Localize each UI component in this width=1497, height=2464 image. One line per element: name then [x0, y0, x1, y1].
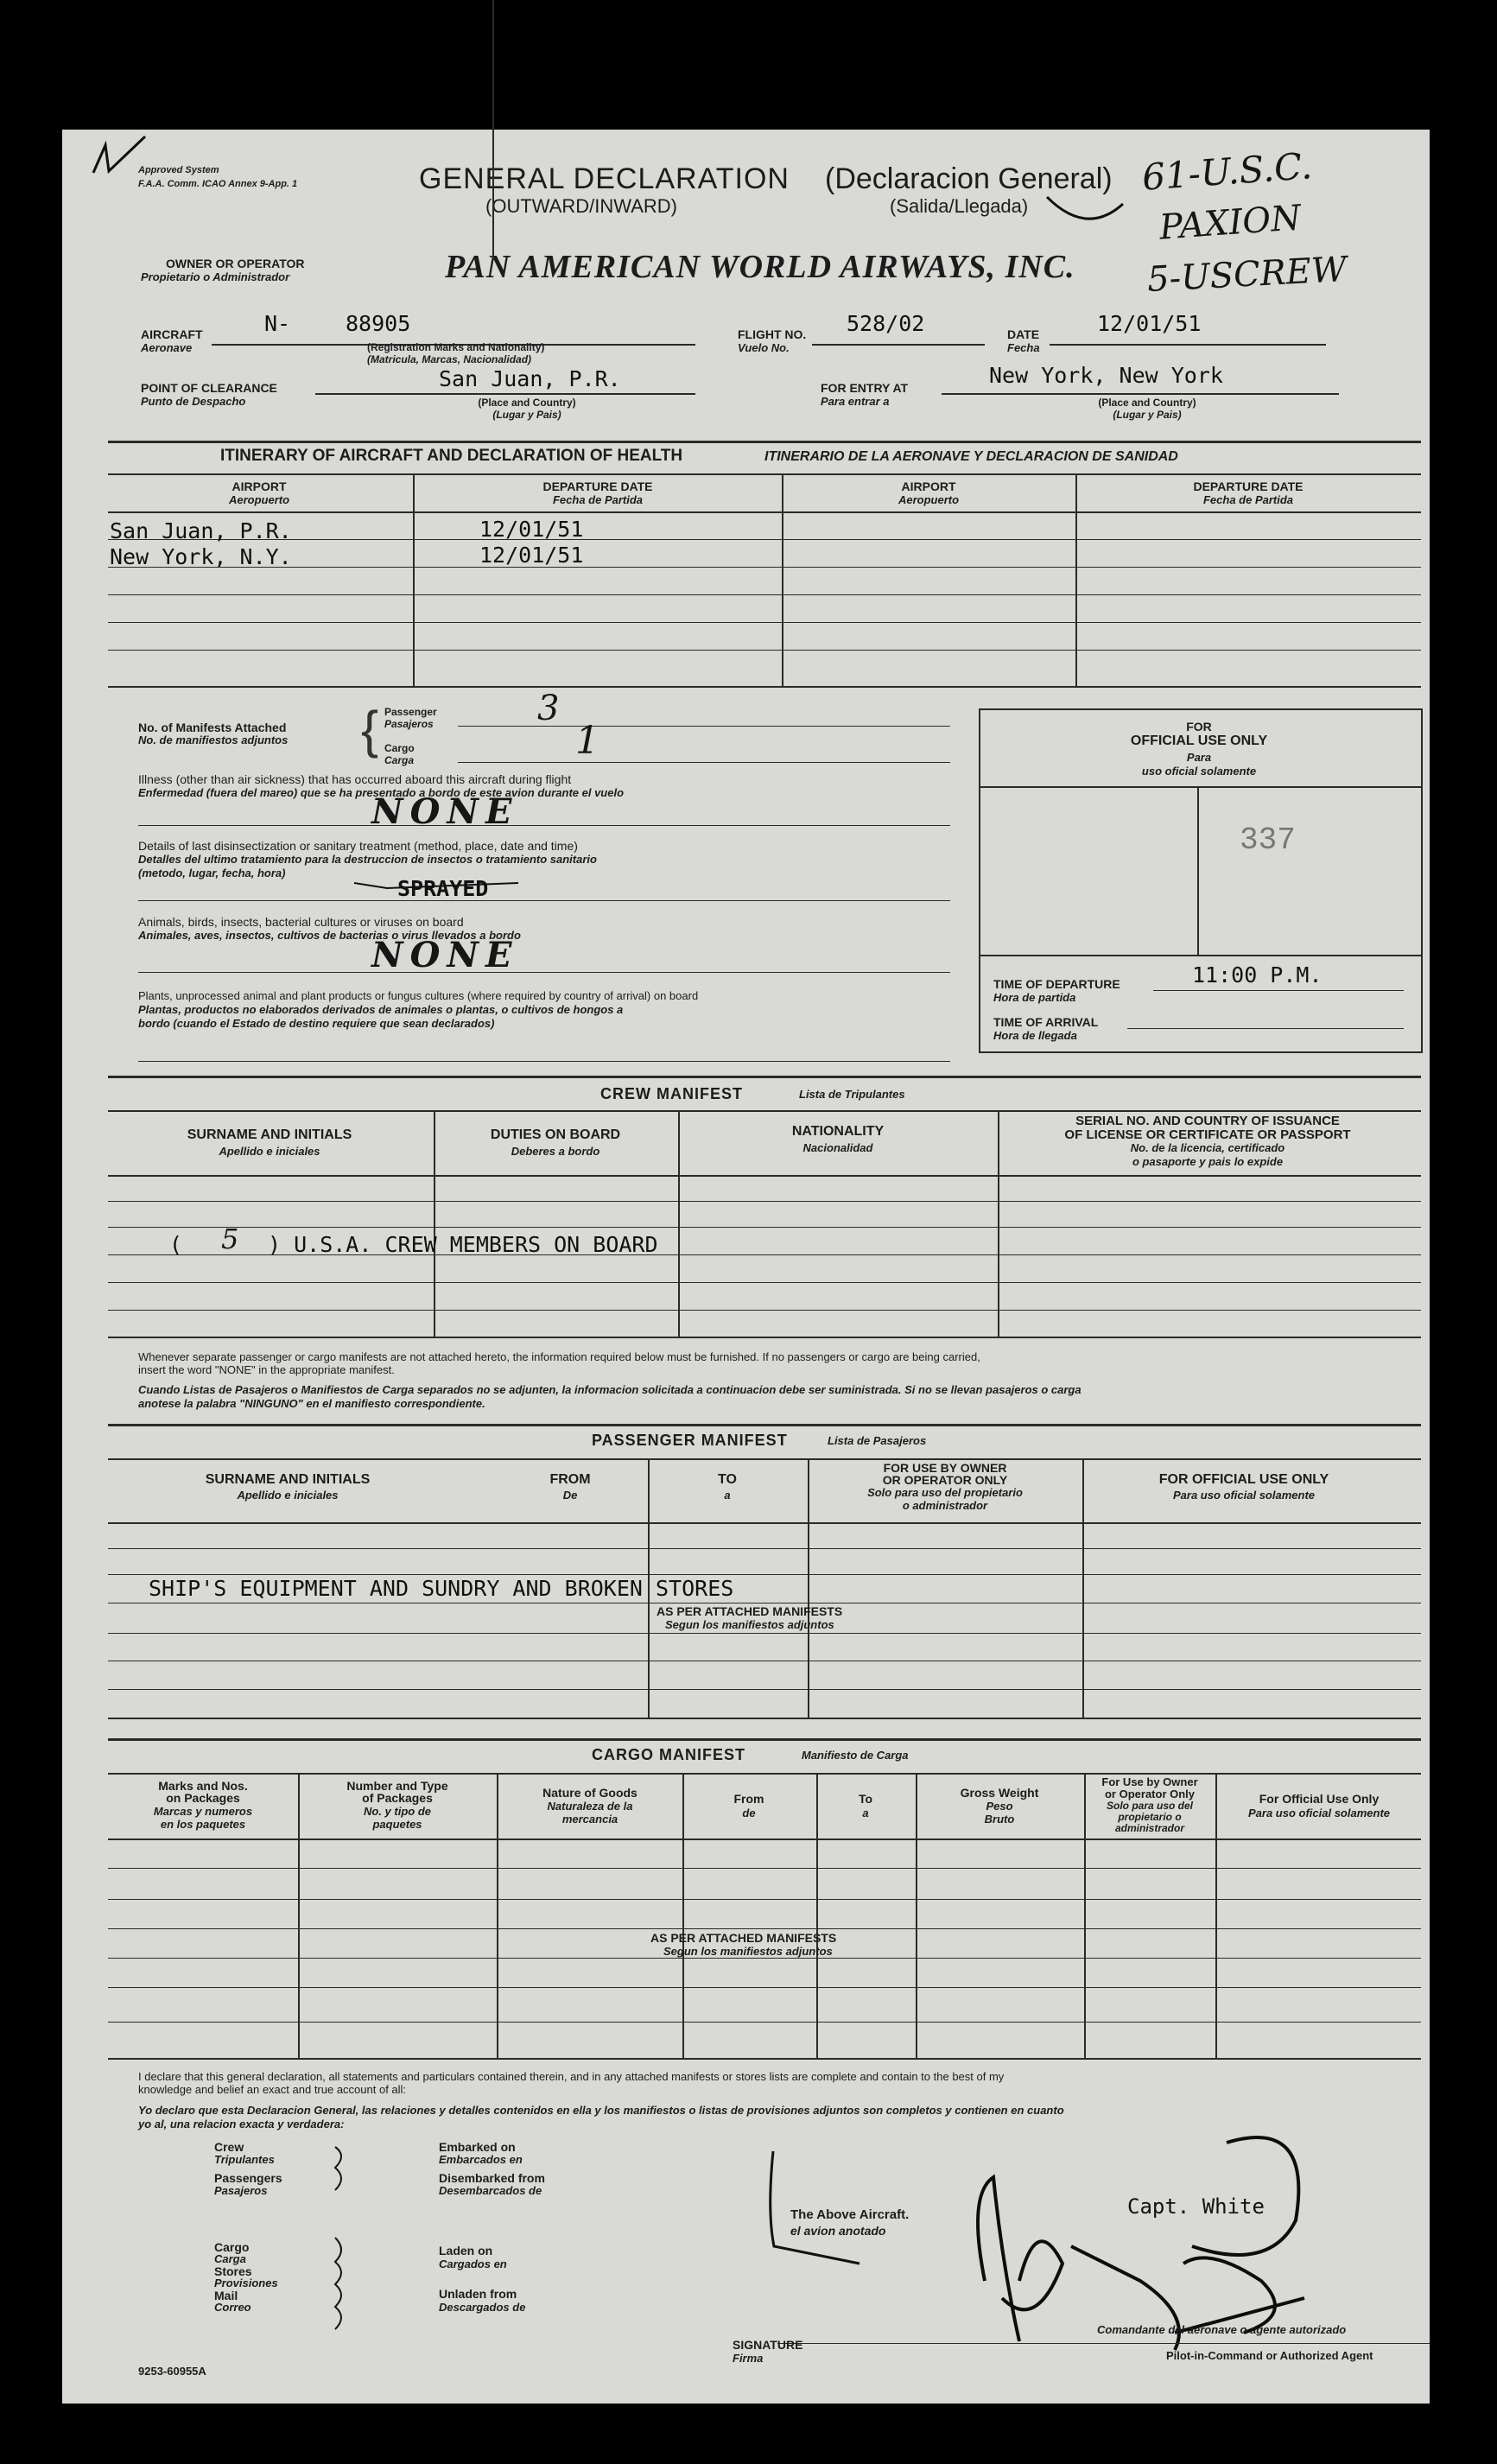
clearance-note-es: (Lugar y Pais) [492, 409, 561, 421]
cargo-col-official: For Official Use Only [1259, 1792, 1380, 1806]
declaration-line-4: yo al, una relacion exacta y verdadera: [138, 2118, 345, 2131]
official-use-only: OFFICIAL USE ONLY [1130, 733, 1268, 748]
itinerary-title: ITINERARY OF AIRCRAFT AND DECLARATION OF HEALTH [220, 447, 683, 465]
crew-col-duties-es: Deberes a bordo [511, 1145, 600, 1158]
decl-cargo-es: Carga [214, 2252, 246, 2265]
above-aircraft-es: el avion anotado [790, 2224, 886, 2238]
pax-col-owner-2: OR OPERATOR ONLY [882, 1473, 1008, 1487]
illness-label: Illness (other than air sickness) that has occurred aboard this aircraft during flight [138, 772, 572, 786]
pax-attached: AS PER ATTACHED MANIFESTS [657, 1604, 843, 1618]
departure-time-label: TIME OF DEPARTURE [993, 977, 1120, 991]
date-label-es: Fecha [1007, 341, 1040, 354]
above-aircraft: The Above Aircraft. [790, 2207, 910, 2222]
crew-col-serial-es-2: o pasaporte y pais lo expide [1132, 1155, 1284, 1168]
entry-note-es: (Lugar y Pais) [1113, 409, 1182, 421]
cargo-col-marks-es: Marcas y numeros [153, 1805, 253, 1818]
decl-crew-es: Tripulantes [214, 2153, 275, 2166]
itin-col-airport-2: AIRPORT [901, 479, 956, 493]
captain-name: Capt. White [1127, 2194, 1265, 2219]
decl-laden-es: Cargados en [439, 2258, 507, 2270]
aircraft-label: AIRCRAFT [141, 327, 203, 341]
manifests-brace: { [361, 701, 379, 759]
commander-label-es: Comandante del aeronave o agente autorizado [1097, 2323, 1347, 2336]
form-subtitle-es: (Salida/Llegada) [890, 195, 1029, 217]
decl-unladen-es: Descargados de [439, 2301, 526, 2314]
itin-col-airport-2-es: Aeropuerto [898, 493, 960, 506]
owner-label: OWNER OR OPERATOR [166, 257, 305, 270]
pax-col-owner-es: Solo para uso del propietario [867, 1486, 1023, 1499]
disinsect-label-es: Detalles del ultimo tratamiento para la destruccion de insectos o tratamiento sanitario [138, 853, 597, 866]
manifests-label: No. of Manifests Attached [138, 721, 287, 734]
pax-col-name: SURNAME AND INITIALS [205, 1472, 371, 1487]
aircraft-prefix: N- [264, 311, 291, 336]
crew-col-nationality-es: Nacionalidad [802, 1141, 873, 1154]
cargo-col-from: From [733, 1792, 764, 1806]
bracket-marks [335, 2147, 341, 2329]
cargo-col-to-es: a [862, 1807, 869, 1819]
cargo-attached: AS PER ATTACHED MANIFESTS [650, 1931, 837, 1945]
form-title: GENERAL DECLARATION [419, 162, 790, 195]
flight-date: 12/01/51 [1097, 311, 1202, 336]
crew-entry-text: ) U.S.A. CREW MEMBERS ON BOARD [268, 1232, 658, 1257]
cargo-col-number-2: of Packages [362, 1791, 433, 1805]
cargo-col-owner-2: or Operator Only [1104, 1788, 1196, 1800]
cargo-col-nature-es: Naturaleza de la [547, 1800, 633, 1813]
handwritten-note-1: 61-U.S.C. [1140, 144, 1314, 199]
entry-label: FOR ENTRY AT [821, 381, 909, 395]
pax-col-owner-es-2: o administrador [902, 1499, 988, 1512]
cargo-col-from-es: de [742, 1807, 756, 1819]
check-mark [93, 137, 145, 173]
cargo-col-owner-es-3: administrador [1114, 1822, 1185, 1834]
passenger-label: Passenger [384, 706, 437, 718]
decl-mail: Mail [214, 2289, 238, 2302]
itin-col-departure-2: DEPARTURE DATE [1193, 479, 1304, 493]
decl-crew: Crew [214, 2140, 244, 2154]
cargo-title-es: Manifiesto de Carga [802, 1749, 909, 1762]
cargo-col-marks-es-2: en los paquetes [160, 1818, 246, 1831]
departure-time-value: 11:00 P.M. [1192, 962, 1323, 988]
cargo-col-to: To [858, 1792, 873, 1806]
aircraft-registration: 88905 [346, 311, 411, 336]
pax-entry: SHIP'S EQUIPMENT AND SUNDRY AND BROKEN STORES [149, 1576, 734, 1601]
manifests-label-es: No. de manifiestos adjuntos [138, 733, 289, 746]
official-stamp: 337 [1240, 822, 1296, 858]
declaration-line-1: I declare that this general declaration, all statements and particulars contained therein, and in any attached manifests or stores lists are complete and contain to the best of my [138, 2070, 1005, 2083]
itin-col-departure-2-es: Fecha de Partida [1202, 493, 1294, 506]
pax-col-to: TO [718, 1472, 737, 1487]
form-title-es: (Declaracion General) [825, 162, 1113, 195]
official-para: Para [1186, 751, 1212, 764]
entry-label-es: Para entrar a [821, 395, 890, 408]
itinerary-title-es: ITINERARIO DE LA AERONAVE Y DECLARACION DE SANIDAD [764, 449, 1178, 464]
flight-label: FLIGHT NO. [738, 327, 807, 341]
pax-attached-es: Segun los manifiestos adjuntos [665, 1618, 834, 1631]
plants-label-es: Plantas, productos no elaborados derivados de animales o plantas, o cultivos de hongos a [138, 1003, 624, 1016]
clearance-note: (Place and Country) [478, 397, 576, 409]
itin-date-1: 12/01/51 [479, 517, 584, 542]
pax-col-from: FROM [549, 1472, 591, 1487]
pax-col-official-es: Para uso oficial solamente [1172, 1489, 1316, 1502]
form-subtitle: (OUTWARD/INWARD) [485, 195, 677, 217]
arrival-time-label-es: Hora de llegada [993, 1029, 1077, 1042]
form-number: 9253-60955A [138, 2365, 206, 2378]
signature-label: SIGNATURE [733, 2338, 803, 2352]
operator-name: PAN AMERICAN WORLD AIRWAYS, INC. [445, 249, 1075, 285]
approved-label: Approved System [138, 165, 219, 175]
crew-entry-count: 5 [221, 1222, 239, 1255]
passenger-label-es: Pasajeros [384, 718, 434, 730]
itin-col-departure-es: Fecha de Partida [552, 493, 644, 506]
cargo-col-owner-es: Solo para uso del [1106, 1800, 1194, 1812]
decl-stores-es: Provisiones [214, 2277, 278, 2289]
decl-embarked: Embarked on [439, 2140, 516, 2154]
official-uso: uso oficial solamente [1141, 765, 1257, 778]
handwritten-note-2: PAXION [1158, 198, 1303, 248]
aircraft-note-es: (Matricula, Marcas, Nacionalidad) [367, 353, 532, 365]
passenger-title-es: Lista de Pasajeros [828, 1434, 927, 1447]
disinsect-label-es-2: (metodo, lugar, fecha, hora) [138, 867, 286, 880]
crew-entry-open: ( [169, 1232, 183, 1257]
entry-note: (Place and Country) [1098, 397, 1196, 409]
cargo-label: Cargo [384, 742, 415, 754]
passenger-title: PASSENGER MANIFEST [592, 1432, 788, 1449]
approved-reference: F.A.A. Comm. ICAO Annex 9-App. 1 [138, 179, 298, 189]
signature-label-es: Firma [733, 2352, 764, 2365]
decl-passengers: Passengers [214, 2171, 282, 2185]
pax-col-from-es: De [562, 1489, 578, 1502]
pax-col-owner: FOR USE BY OWNER [883, 1461, 1007, 1475]
notice-line-4: anotese la palabra "NINGUNO" en el manifiesto correspondiente. [138, 1397, 485, 1410]
flight-label-es: Vuelo No. [738, 341, 790, 354]
itin-col-departure: DEPARTURE DATE [542, 479, 653, 493]
plants-label-es-2: bordo (cuando el Estado de destino requiere que sean declarados) [138, 1017, 495, 1030]
illness-value: NONE [371, 791, 519, 832]
decl-laden: Laden on [439, 2244, 493, 2258]
owner-label-es: Propietario o Administrador [141, 270, 290, 283]
decl-disembarked-es: Desembarcados de [439, 2184, 542, 2197]
notice-line-3: Cuando Listas de Pasajeros o Manifiestos de Carga separados no se adjunten, la informacion solicitada a continuacion debe ser suministrada. Si no se llevan pasajeros o carga [138, 1383, 1082, 1396]
departure-time-label-es: Hora de partida [993, 991, 1076, 1004]
cargo-col-marks-2: on Packages [166, 1791, 240, 1805]
aircraft-note: (Registration Marks and Nationality) [367, 341, 545, 353]
cargo-col-weight: Gross Weight [960, 1786, 1039, 1800]
plants-label: Plants, unprocessed animal and plant products or fungus cultures (where required by country of arrival) on board [138, 989, 699, 1002]
decl-mail-es: Correo [214, 2301, 251, 2314]
itin-col-airport: AIRPORT [232, 479, 287, 493]
pax-col-official: FOR OFFICIAL USE ONLY [1158, 1472, 1329, 1487]
disinsect-label: Details of last disinsectization or sanitary treatment (method, place, date and time) [138, 839, 578, 853]
flight-number: 528/02 [847, 311, 925, 336]
pilot-in-command-label: Pilot-in-Command or Authorized Agent [1166, 2349, 1373, 2362]
date-label: DATE [1007, 327, 1040, 341]
crew-col-serial-2: OF LICENSE OR CERTIFICATE OR PASSPORT [1064, 1127, 1351, 1142]
cargo-col-nature-es-2: mercancia [561, 1813, 618, 1826]
itin-date-2: 12/01/51 [479, 543, 584, 568]
aircraft-label-es: Aeronave [141, 341, 193, 354]
decl-cargo: Cargo [214, 2240, 250, 2254]
cargo-col-number-es: No. y tipo de [364, 1805, 431, 1818]
crew-title-es: Lista de Tripulantes [799, 1088, 905, 1101]
cargo-col-owner: For Use by Owner [1101, 1775, 1198, 1788]
official-for: FOR [1186, 720, 1212, 733]
crew-col-duties: DUTIES ON BOARD [490, 1127, 621, 1142]
animals-value: NONE [371, 935, 519, 975]
notice-line-1: Whenever separate passenger or cargo manifests are not attached hereto, the information required below must be furnished. If no passengers or cargo are being carried, [138, 1350, 980, 1363]
clearance-value: San Juan, P.R. [439, 366, 621, 391]
disinsect-value: SPRAYED [397, 876, 489, 901]
pax-col-to-es: a [724, 1489, 731, 1502]
cargo-col-owner-es-2: propietario o [1118, 1811, 1182, 1823]
itin-airport-1: San Juan, P.R. [110, 518, 292, 543]
notice-line-2: insert the word "NONE" in the appropriate manifest. [138, 1363, 395, 1376]
entry-value: New York, New York [989, 363, 1223, 388]
cargo-col-weight-es: Peso [986, 1800, 1013, 1813]
animals-label-es: Animales, aves, insectos, cultivos de bacterias o virus llevados a bordo [138, 929, 521, 942]
captain-signature [978, 2137, 1304, 2350]
declaration-line-2: knowledge and belief an exact and true account of all: [138, 2083, 407, 2096]
clearance-label-es: Punto de Despacho [141, 395, 246, 408]
cargo-col-marks: Marks and Nos. [158, 1779, 248, 1793]
cargo-label-es: Carga [384, 754, 415, 766]
declaration-line-3: Yo declaro que esta Declaracion General, las relaciones y detalles contenidos en ella y los manifiestos o listas de provisiones adjuntos son completos y contienen en cuanto [138, 2104, 1064, 2117]
declaracion-underline [1047, 197, 1123, 219]
cargo-col-weight-es-2: Bruto [984, 1813, 1015, 1826]
clearance-label: POINT OF CLEARANCE [141, 381, 277, 395]
pax-col-name-es: Apellido e iniciales [237, 1489, 339, 1502]
handwritten-note-3: 5-USCREW [1145, 249, 1348, 301]
itin-col-airport-es: Aeropuerto [228, 493, 290, 506]
decl-embarked-es: Embarcados en [439, 2153, 523, 2166]
cargo-title: CARGO MANIFEST [592, 1746, 745, 1763]
crew-title: CREW MANIFEST [600, 1085, 743, 1102]
itin-airport-2: New York, N.Y. [110, 544, 292, 569]
decl-passengers-es: Pasajeros [214, 2184, 268, 2197]
cargo-col-number-es-2: paquetes [372, 1818, 422, 1831]
cargo-col-number: Number and Type [346, 1779, 448, 1793]
illness-label-es: Enfermedad (fuera del mareo) que se ha presentado a bordo de este avion durante el vuelo [138, 786, 625, 799]
decl-disembarked: Disembarked from [439, 2171, 545, 2185]
decl-unladen: Unladen from [439, 2287, 517, 2301]
cargo-col-nature: Nature of Goods [542, 1786, 637, 1800]
passenger-manifest-count: 3 [537, 689, 560, 728]
crew-col-serial: SERIAL NO. AND COUNTRY OF ISSUANCE [1075, 1114, 1340, 1128]
arrival-time-label: TIME OF ARRIVAL [993, 1015, 1099, 1029]
cargo-attached-es: Segun los manifiestos adjuntos [663, 1945, 833, 1958]
crew-col-name: SURNAME AND INITIALS [187, 1127, 352, 1142]
crew-col-name-es: Apellido e iniciales [219, 1145, 320, 1158]
crew-col-nationality: NATIONALITY [791, 1124, 885, 1139]
cargo-col-official-es: Para uso oficial solamente [1247, 1807, 1391, 1819]
cargo-manifest-count: 1 [575, 719, 599, 763]
decl-stores: Stores [214, 2264, 252, 2278]
crew-col-serial-es: No. de la licencia, certificado [1130, 1141, 1285, 1154]
animals-label: Animals, birds, insects, bacterial cultures or viruses on board [138, 915, 464, 929]
